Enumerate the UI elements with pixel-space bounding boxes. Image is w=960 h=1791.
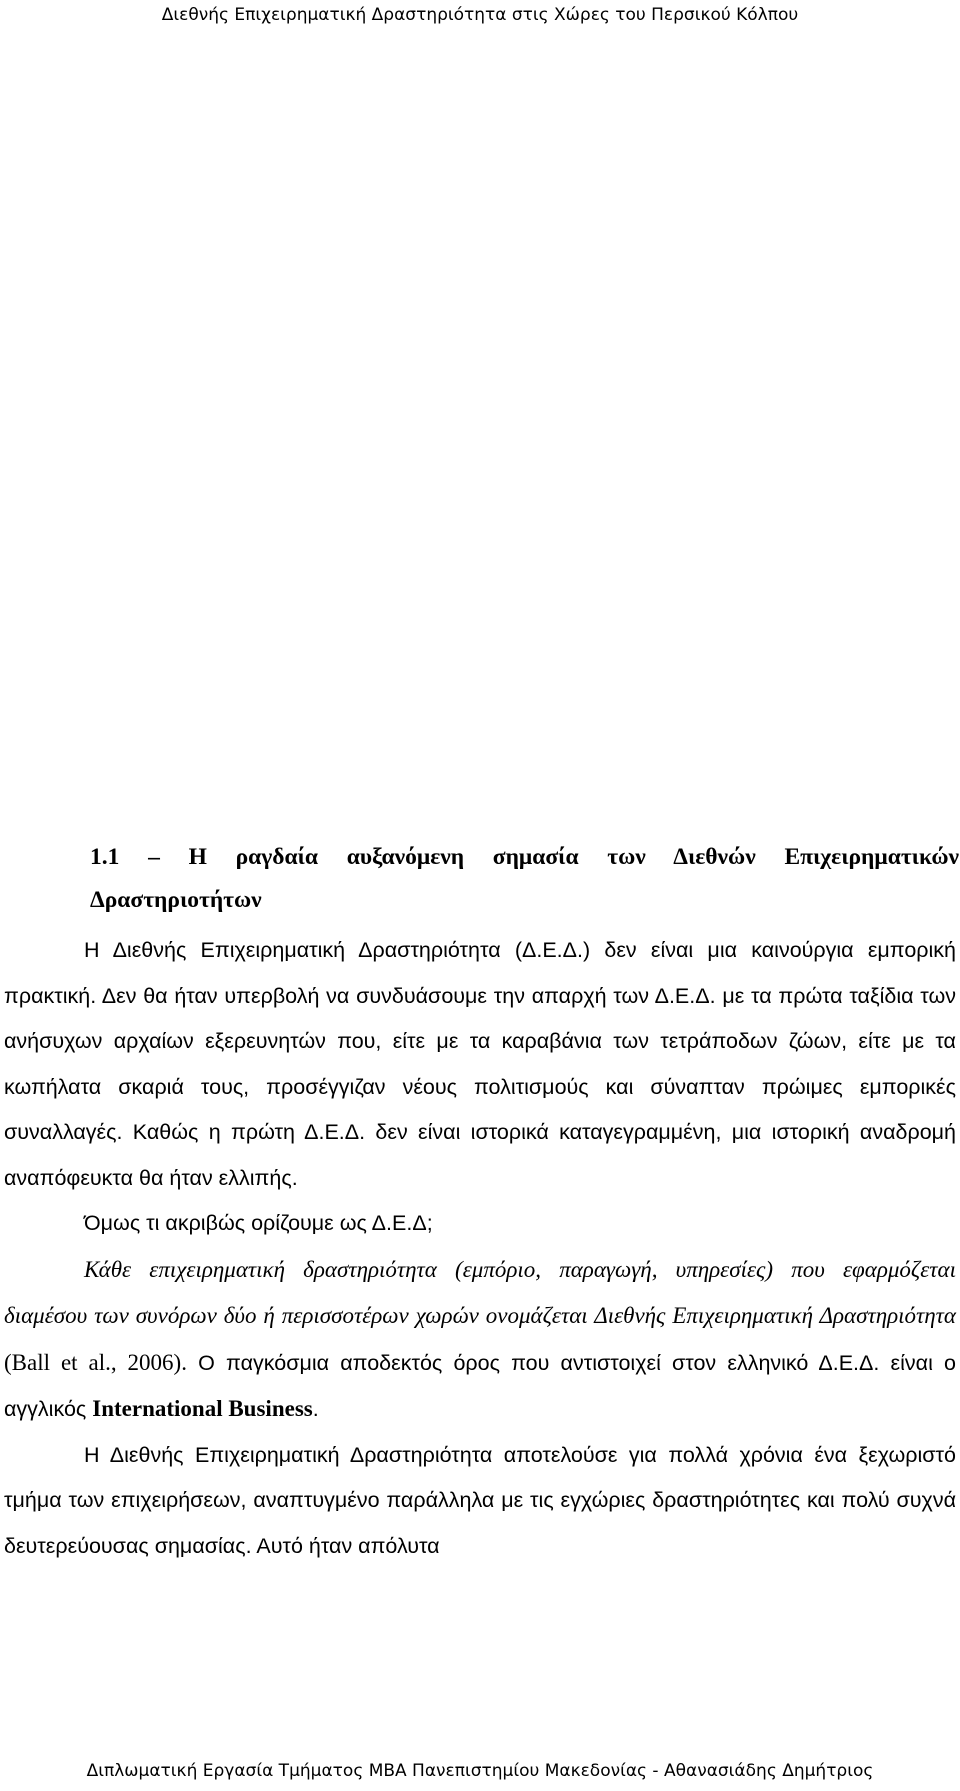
section-title-line2: Δραστηριοτήτων	[90, 887, 262, 913]
running-footer: Διπλωματική Εργασία Τμήματος MBA Πανεπιστημίου Μακεδονίας - Αθανασιάδης Δημήτριος	[86, 1761, 874, 1781]
definition-italic: Κάθε επιχειρηματική δραστηριότητα (εμπόριο, παραγωγή, υπηρεσίες) που εφαρμόζεται διαμέσου των συνόρων δύο ή περισσοτέρων χωρών ονομάζεται Διεθνής Επιχειρηματική Δραστηριότητα	[4, 1256, 956, 1328]
paragraph-1: Η Διεθνής Επιχειρηματική Δραστηριότητα (Δ.Ε.Δ.) δεν είναι μια καινούργια εμπορική πρακτική. Δεν θα ήταν υπερβολή να συνδυάσουμε την απαρχή των Δ.Ε.Δ. με τα πρώτα ταξίδια των ανήσυχων αρχαίων εξερευνητών που, είτε με τα καραβάνια των τετράποδων ζώων, είτε με τα κωπήλατα σκαριά τους, προσέγγιζαν νέους πολιτισμούς και σύναπταν πρώιμες εμπορικές συναλλαγές. Καθώς η πρώτη Δ.Ε.Δ. δεν είναι ιστορικά καταγεγραμμένη, μια ιστορική αναδρομή αναπόφευκτα θα ήταν ελλιπής.	[4, 938, 956, 1190]
paragraph-3-rest: Ο παγκόσμια αποδεκτός όρος που αντιστοιχεί στον ελληνικό Δ.Ε.Δ. είναι ο αγγλικός	[4, 1350, 956, 1421]
paragraph-4: Η Διεθνής Επιχειρηματική Δραστηριότητα αποτελούσε για πολλά χρόνια ένα ξεχωριστό τμήμα των επιχειρήσεων, αναπτυγμένο παράλληλα με τις εγχώριες δραστηριότητες και πολύ συχνά δευτερεύουσας σημασίας. Αυτό ήταν απόλυτα	[4, 1442, 956, 1558]
definition-citation: (Ball et al., 2006).	[4, 1349, 187, 1375]
paragraph-2: Όμως τι ακριβώς ορίζουμε ως Δ.Ε.Δ;	[84, 1211, 433, 1235]
section-heading	[90, 836, 960, 922]
running-header: Διεθνής Επιχειρηματική Δραστηριότητα στις Χώρες του Περσικού Κόλπου	[161, 5, 799, 25]
section-heading-line1	[90, 836, 960, 879]
section-dash: –	[148, 844, 160, 870]
body-text	[4, 928, 956, 1569]
paragraph-3-end: .	[312, 1397, 319, 1421]
section-number: 1.1	[90, 844, 120, 870]
section-title-line1: Η ραγδαία αυξανόμενη σημασία των Διεθνών Επιχειρηματικών	[188, 844, 959, 870]
paragraph-3	[4, 1247, 956, 1433]
international-business-term: International Business	[92, 1396, 313, 1421]
